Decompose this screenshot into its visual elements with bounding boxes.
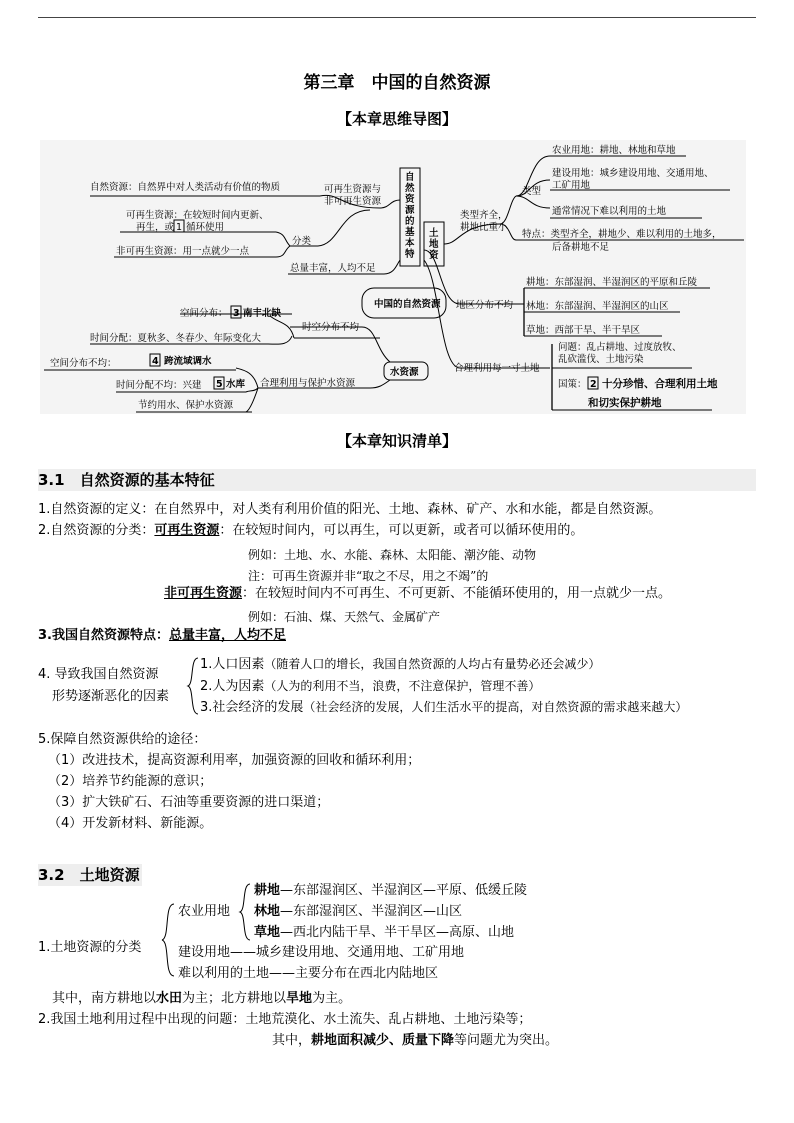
renew-def-l2a: 再生，或 xyxy=(136,222,175,233)
water-node: 水资源 xyxy=(390,367,419,378)
land-lin: 林地：东部湿润、半湿润区的山区 xyxy=(526,301,669,312)
land-prob-l2: 乱砍滥伐、土地污染 xyxy=(558,354,644,365)
mind-map xyxy=(40,140,746,414)
s31-nonrenew: 非可再生资源：在较短时间内不可再生、不可更新、不能循环使用的，用一点就少一点。 xyxy=(164,586,672,601)
land-feat-l1: 特点：类型齐全，耕地少、难以利用的土地多， xyxy=(522,229,722,240)
knowledge-header: 【本章知识清单】 xyxy=(336,432,457,450)
factor-2: 2.人为因素（人为的利用不当，浪费，不注意保护，管理不善） xyxy=(200,679,541,694)
s32-lin: 林地—东部湿润区、半湿润区—山区 xyxy=(254,904,463,919)
water-space-a: 空间分布： xyxy=(180,308,228,319)
natural-feature: 总量丰富，人均不足 xyxy=(290,263,376,274)
s32-cao: 草地—西北内陆干旱、半干旱区—高原、山地 xyxy=(254,925,515,940)
water-save: 节约用水、保护水资源 xyxy=(138,400,234,411)
land-policy-a: 国策： xyxy=(558,379,587,390)
land-type-label: 类型 xyxy=(522,186,542,197)
water-space-sol-num: 4 xyxy=(152,356,159,367)
s31-note: 注：可再生资源并非“取之不尽，用之不竭”的 xyxy=(248,569,489,583)
land-types-l1: 类型齐全， xyxy=(460,210,508,221)
water-space-sol-b: 跨流域调水 xyxy=(164,356,212,367)
s32-build: 建设用地——城乡建设用地、交通用地、工矿用地 xyxy=(178,945,465,960)
center-node: 中国的自然资源 xyxy=(374,299,441,310)
renew-def-num: 1 xyxy=(176,222,183,233)
water-uneven: 时空分布不均 xyxy=(302,322,360,333)
s31-example-2: 例如：石油、煤、天然气、金属矿产 xyxy=(248,610,441,624)
land-prob-l1: 问题：乱占耕地、过度放牧、 xyxy=(558,342,682,353)
land-vertical-label: 土地资 xyxy=(429,228,439,261)
header-rule xyxy=(38,17,756,18)
water-space-num: 3 xyxy=(233,308,240,319)
land-types-l2: 耕地比重小 xyxy=(460,222,508,233)
s31-p5: 5.保障自然资源供给的途径： xyxy=(38,732,207,747)
land-geng: 耕地：东部湿润、半湿润区的平原和丘陵 xyxy=(526,277,698,288)
s32-p3: 其中，耕地面积减少、质量下降等问题尤为突出。 xyxy=(272,1033,559,1048)
s31-way-1: （1）改进技术，提高资源利用率，加强资源的回收和循环利用； xyxy=(48,753,421,768)
chapter-title: 第三章 中国的自然资源 xyxy=(303,73,491,93)
land-cao: 草地：西部干旱、半干旱区 xyxy=(526,325,641,336)
renew-branch-l1: 可再生资源与 xyxy=(324,184,382,195)
s32-classify-label: 1.土地资源的分类 xyxy=(38,940,142,955)
water-time: 时间分配：夏秋多、冬春少、年际变化大 xyxy=(90,333,262,344)
water-time-sol-b: 水库 xyxy=(226,379,246,390)
land-build-l1: 建设用地：城乡建设用地、交通用地、 xyxy=(552,168,714,179)
s31-p2: 2.自然资源的分类：可再生资源：在较短时间内，可以再生，可以更新，或者可以循环使用的。 xyxy=(38,523,584,538)
s31-way-4: （4）开发新材料、新能源。 xyxy=(48,816,213,831)
natural-vertical-label: 自然资源的基本特 xyxy=(405,172,415,260)
water-protect: 合理利用与保护水资源 xyxy=(260,378,356,389)
land-classify-brace xyxy=(160,902,176,978)
s32-hard: 难以利用的土地——主要分布在西北内陆地区 xyxy=(178,966,439,981)
land-use: 合理利用每一寸土地 xyxy=(454,363,540,374)
renew-branch-l2: 非可再生资源 xyxy=(324,196,382,207)
natural-definition: 自然资源：自然界中对人类活动有价值的物质 xyxy=(90,182,281,193)
factor-1: 1.人口因素（随着人口的增长，我国自然资源的人均占有量势必还会减少） xyxy=(200,657,601,672)
water-space-b: 南丰北缺 xyxy=(243,308,282,319)
s32-note: 其中，南方耕地以水田为主；北方耕地以旱地为主。 xyxy=(52,991,352,1006)
water-time-sol-a: 时间分配不均：兴建 xyxy=(116,380,202,391)
land-policy-l1: 十分珍惜、合理利用土地 xyxy=(602,378,718,390)
s32-p2: 2.我国土地利用过程中出现的问题：土地荒漠化、水土流失、乱占耕地、土地污染等； xyxy=(38,1012,532,1027)
s32-geng: 耕地—东部湿润区、半湿润区—平原、低缓丘陵 xyxy=(254,883,528,898)
water-time-sol-num: 5 xyxy=(216,379,223,390)
s31-p4-l2: 形势逐渐恶化的因素 xyxy=(52,689,170,704)
water-space-sol-a: 空间分布不均： xyxy=(50,358,117,369)
factor-3: 3.社会经济的发展（社会经济的发展，人们生活水平的提高，对自然资源的需求越来越大） xyxy=(200,700,688,715)
s31-example-1: 例如：土地、水、水能、森林、太阳能、潮汐能、动物 xyxy=(248,548,537,562)
land-build-l2: 工矿用地 xyxy=(552,180,591,191)
s31-way-3: （3）扩大铁矿石、石油等重要资源的进口渠道； xyxy=(48,795,330,810)
land-dist: 地区分布不均 xyxy=(456,300,514,311)
land-policy-l2: 和切实保护耕地 xyxy=(588,397,662,409)
s31-p4-l1: 4. 导致我国自然资源 xyxy=(38,667,159,682)
land-policy-num: 2 xyxy=(590,379,597,390)
s31-way-2: （2）培养节约能源的意识； xyxy=(48,774,213,789)
section-3-2-heading: 3.2 土地资源 xyxy=(38,864,142,886)
mindmap-header: 【本章思维导图】 xyxy=(336,110,457,128)
land-ag: 农业用地：耕地、林地和草地 xyxy=(552,145,676,156)
ag-brace xyxy=(238,882,252,942)
s31-p1: 1.自然资源的定义：在自然界中，对人类有利用价值的阳光、土地、森林、矿产、水和水能，都是自然资源。 xyxy=(38,502,662,517)
land-hard: 通常情况下难以利用的土地 xyxy=(552,206,667,217)
s32-ag: 农业用地 xyxy=(178,904,231,919)
section-3-1-heading: 3.1 自然资源的基本特征 xyxy=(38,469,756,491)
land-feat-l2: 后备耕地不足 xyxy=(552,242,610,253)
classify-label: 分类 xyxy=(292,236,312,247)
nonrenew-def: 非可再生资源：用一点就少一点 xyxy=(116,246,250,257)
renew-def-l1: 可再生资源：在较短时间内更新、 xyxy=(126,210,269,221)
renew-def-l2b: 循环使用 xyxy=(186,222,225,233)
factors-brace xyxy=(186,656,200,716)
s31-p3: 3.我国自然资源特点：总量丰富，人均不足 xyxy=(38,628,286,643)
